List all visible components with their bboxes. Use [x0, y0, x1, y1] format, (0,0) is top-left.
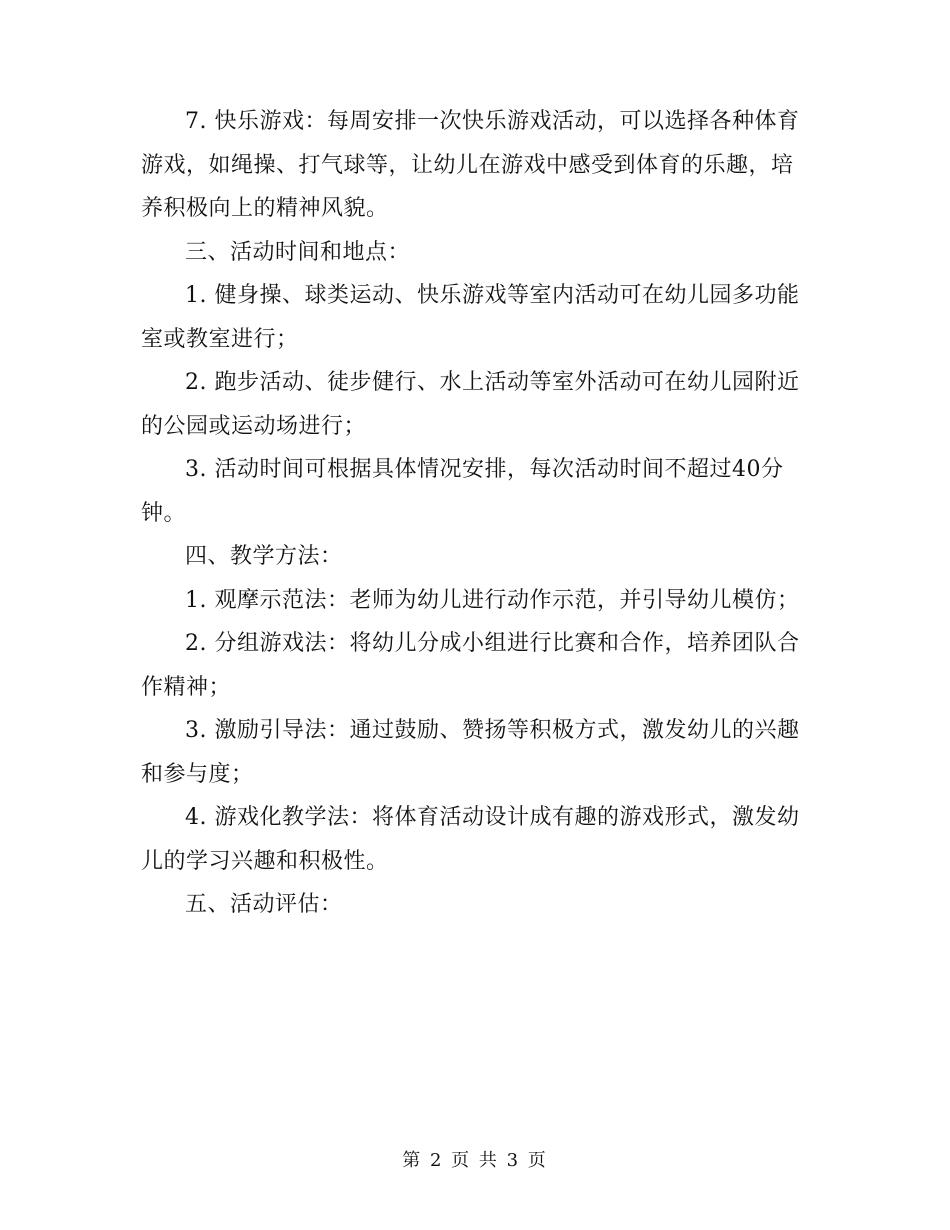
- document-body: [141, 100, 813, 927]
- paragraph-encouragement: 3. 激励引导法：通过鼓励、赞扬等积极方式，激发幼儿的兴趣和参与度；: [141, 718, 800, 787]
- paragraph-indoor: 1. 健身操、球类运动、快乐游戏等室内活动可在幼儿园多功能室或教室进行；: [141, 283, 800, 352]
- heading-evaluation: 五、活动评估：: [185, 892, 343, 917]
- page-number-footer: 第 2 页 共 3 页: [402, 1150, 548, 1171]
- paragraph-duration: 3. 活动时间可根据具体情况安排，每次活动时间不超过40分钟。: [141, 457, 784, 526]
- paragraph-demonstration: 1. 观摩示范法：老师为幼儿进行动作示范，并引导幼儿模仿；: [185, 587, 800, 613]
- paragraph-game: 7. 快乐游戏：每周安排一次快乐游戏活动，可以选择各种体育游戏，如绳操、打气球等，让幼儿在游戏中感受到体育的乐趣，培养积极向上的精神风貌。: [141, 109, 800, 221]
- paragraph-gamification: 4. 游戏化教学法：将体育活动设计成有趣的游戏形式，激发幼儿的学习兴趣和积极性。: [141, 805, 800, 874]
- heading-time-place: 三、活动时间和地点：: [185, 239, 411, 265]
- paragraph-group-game: 2. 分组游戏法：将幼儿分成小组进行比赛和合作，培养团队合作精神；: [141, 631, 800, 700]
- paragraph-outdoor: 2. 跑步活动、徒步健行、水上活动等室外活动可在幼儿园附近的公园或运动场进行；: [141, 370, 800, 439]
- heading-teaching-methods: 四、教学方法：: [185, 544, 343, 569]
